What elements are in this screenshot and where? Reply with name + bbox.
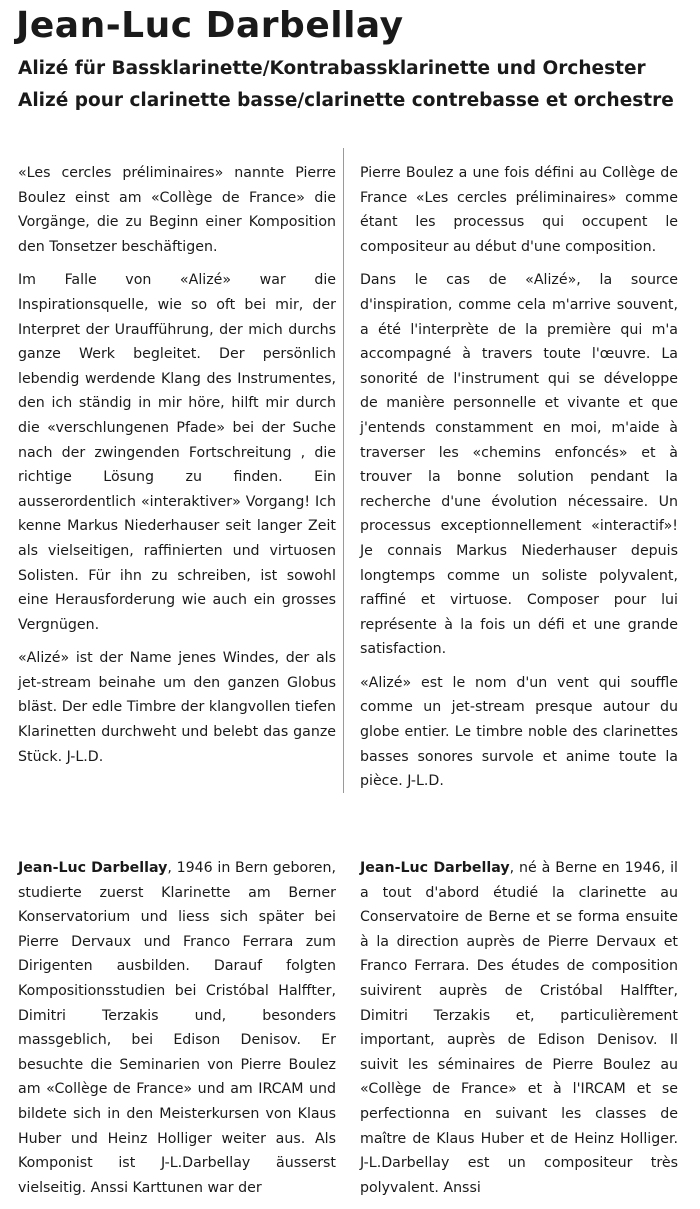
biography-paragraph xyxy=(360,856,678,1200)
paragraph: «Les cercles préliminaires» nannte Pierre Boulez einst am «Collège de France» die Vorgänge, die zu Beginn einer Komposition den Tonsetzer beschäftigen. xyxy=(18,165,336,255)
biography-german xyxy=(18,856,336,1209)
column-divider xyxy=(343,148,344,793)
biography-text: , 1946 in Bern geboren, studierte zuerst Klarinette am Berner Konservatorium und liess sich später bei Pierre Dervaux und Franco Ferrara zum Dirigenten ausbilden. Darauf folgten Kompositionsstudien bei Cristóbal Halffter, Dimitri Terzakis und, besonders massgeblich, bei Edison Denisov. Er besuchte die Seminarien von Pierre Boulez am «Collège de France» und am IRCAM und bildete sich in den Meisterkursen von Klaus Huber und Heinz Holliger weiter aus. Als Komponist ist J-L.Darbellay äusserst vielseitig. Anssi Karttunen war der xyxy=(18,860,336,1196)
paragraph: «Alizé» ist der Name jenes Windes, der als jet-stream beinahe um den ganzen Globus bläst. Der edle Timbre der klangvollen tiefen Klarinetten durchweht und belebt das ganze Stück. J-L.D. xyxy=(18,650,336,765)
program-note-german xyxy=(18,161,336,778)
paragraph: «Alizé» est le nom d'un vent qui souffle comme un jet-stream presque autour du globe entier. Le timbre noble des clarinettes basses sonores survole et anime toute la pièce. J-L.D. xyxy=(360,674,678,790)
paragraph: Dans le cas de «Alizé», la source d'inspiration, comme cela m'arrive souvent, a été l'interprète de la première qui m'a accompagné à travers toute l'œuvre. La sonorité de l'instrument qui se développe de manière personnelle et vivante et que j'entends constamment en moi, m'aide à traverser les «chemins enfoncés» et à trouver la bonne solution pendant la recherche d'une évolution nécessaire. Un processus exceptionnellement «interactif»! Je connais Markus Niederhauser depuis longtemps comme un soliste polyvalent, raffiné et virtuose. Composer pour lui représente à la fois un défi et une grande satisfaction. xyxy=(360,272,678,658)
paragraph: Pierre Boulez a une fois défini au Collège de France «Les cercles préliminaires» comme étant les processus qui occupent le compositeur au début d'une composition. xyxy=(360,165,678,255)
biography-french xyxy=(360,856,678,1209)
biography-paragraph xyxy=(18,856,336,1200)
biography-name: Jean-Luc Darbellay xyxy=(18,860,168,876)
biography-name: Jean-Luc Darbellay xyxy=(360,860,510,876)
subtitle-german: Alizé für Bassklarinette/Kontrabassklarinette und Orchester xyxy=(18,58,646,79)
paragraph: Im Falle von «Alizé» war die Inspirationsquelle, wie so oft bei mir, der Interpret der Uraufführung, der mich durchs ganze Werk begleitet. Der persönlich lebendig werdende Klang des Instrumentes, den ich ständig in mir höre, hilft mir durch die «verschlungenen Pfade» bei der Suche nach der zwingenden Fortschreitung , die richtige Lösung zu finden. Ein ausserordentlich «interaktiver» Vorgang! Ich kenne Markus Niederhauser seit langer Zeit als vielseitigen, raffinierten und virtuosen Solisten. Für ihn zu schreiben, ist sowohl eine Herausforderung wie auch ein grosses Vergnügen. xyxy=(18,272,336,633)
program-note-french xyxy=(360,161,678,803)
biography-text: , né à Berne en 1946, il a tout d'abord étudié la clarinette au Conservatoire de Berne et se forma ensuite à la direction auprès de Pierre Dervaux et Franco Ferrara. Des études de composition suivirent auprès de Cristóbal Halffter, Dimitri Terzakis et, particulièrement important, auprès de Edison Denisov. Il suivit les séminaires de Pierre Boulez au «Collège de France» et à l'IRCAM et se perfectionna en suivant les classes de maître de Klaus Huber et de Heinz Holliger. J-L.Darbellay est un compositeur très polyvalent. Anssi xyxy=(360,860,679,1196)
subtitle-french: Alizé pour clarinette basse/clarinette contrebasse et orchestre xyxy=(18,90,674,111)
composer-name: Jean-Luc Darbellay xyxy=(16,5,404,46)
